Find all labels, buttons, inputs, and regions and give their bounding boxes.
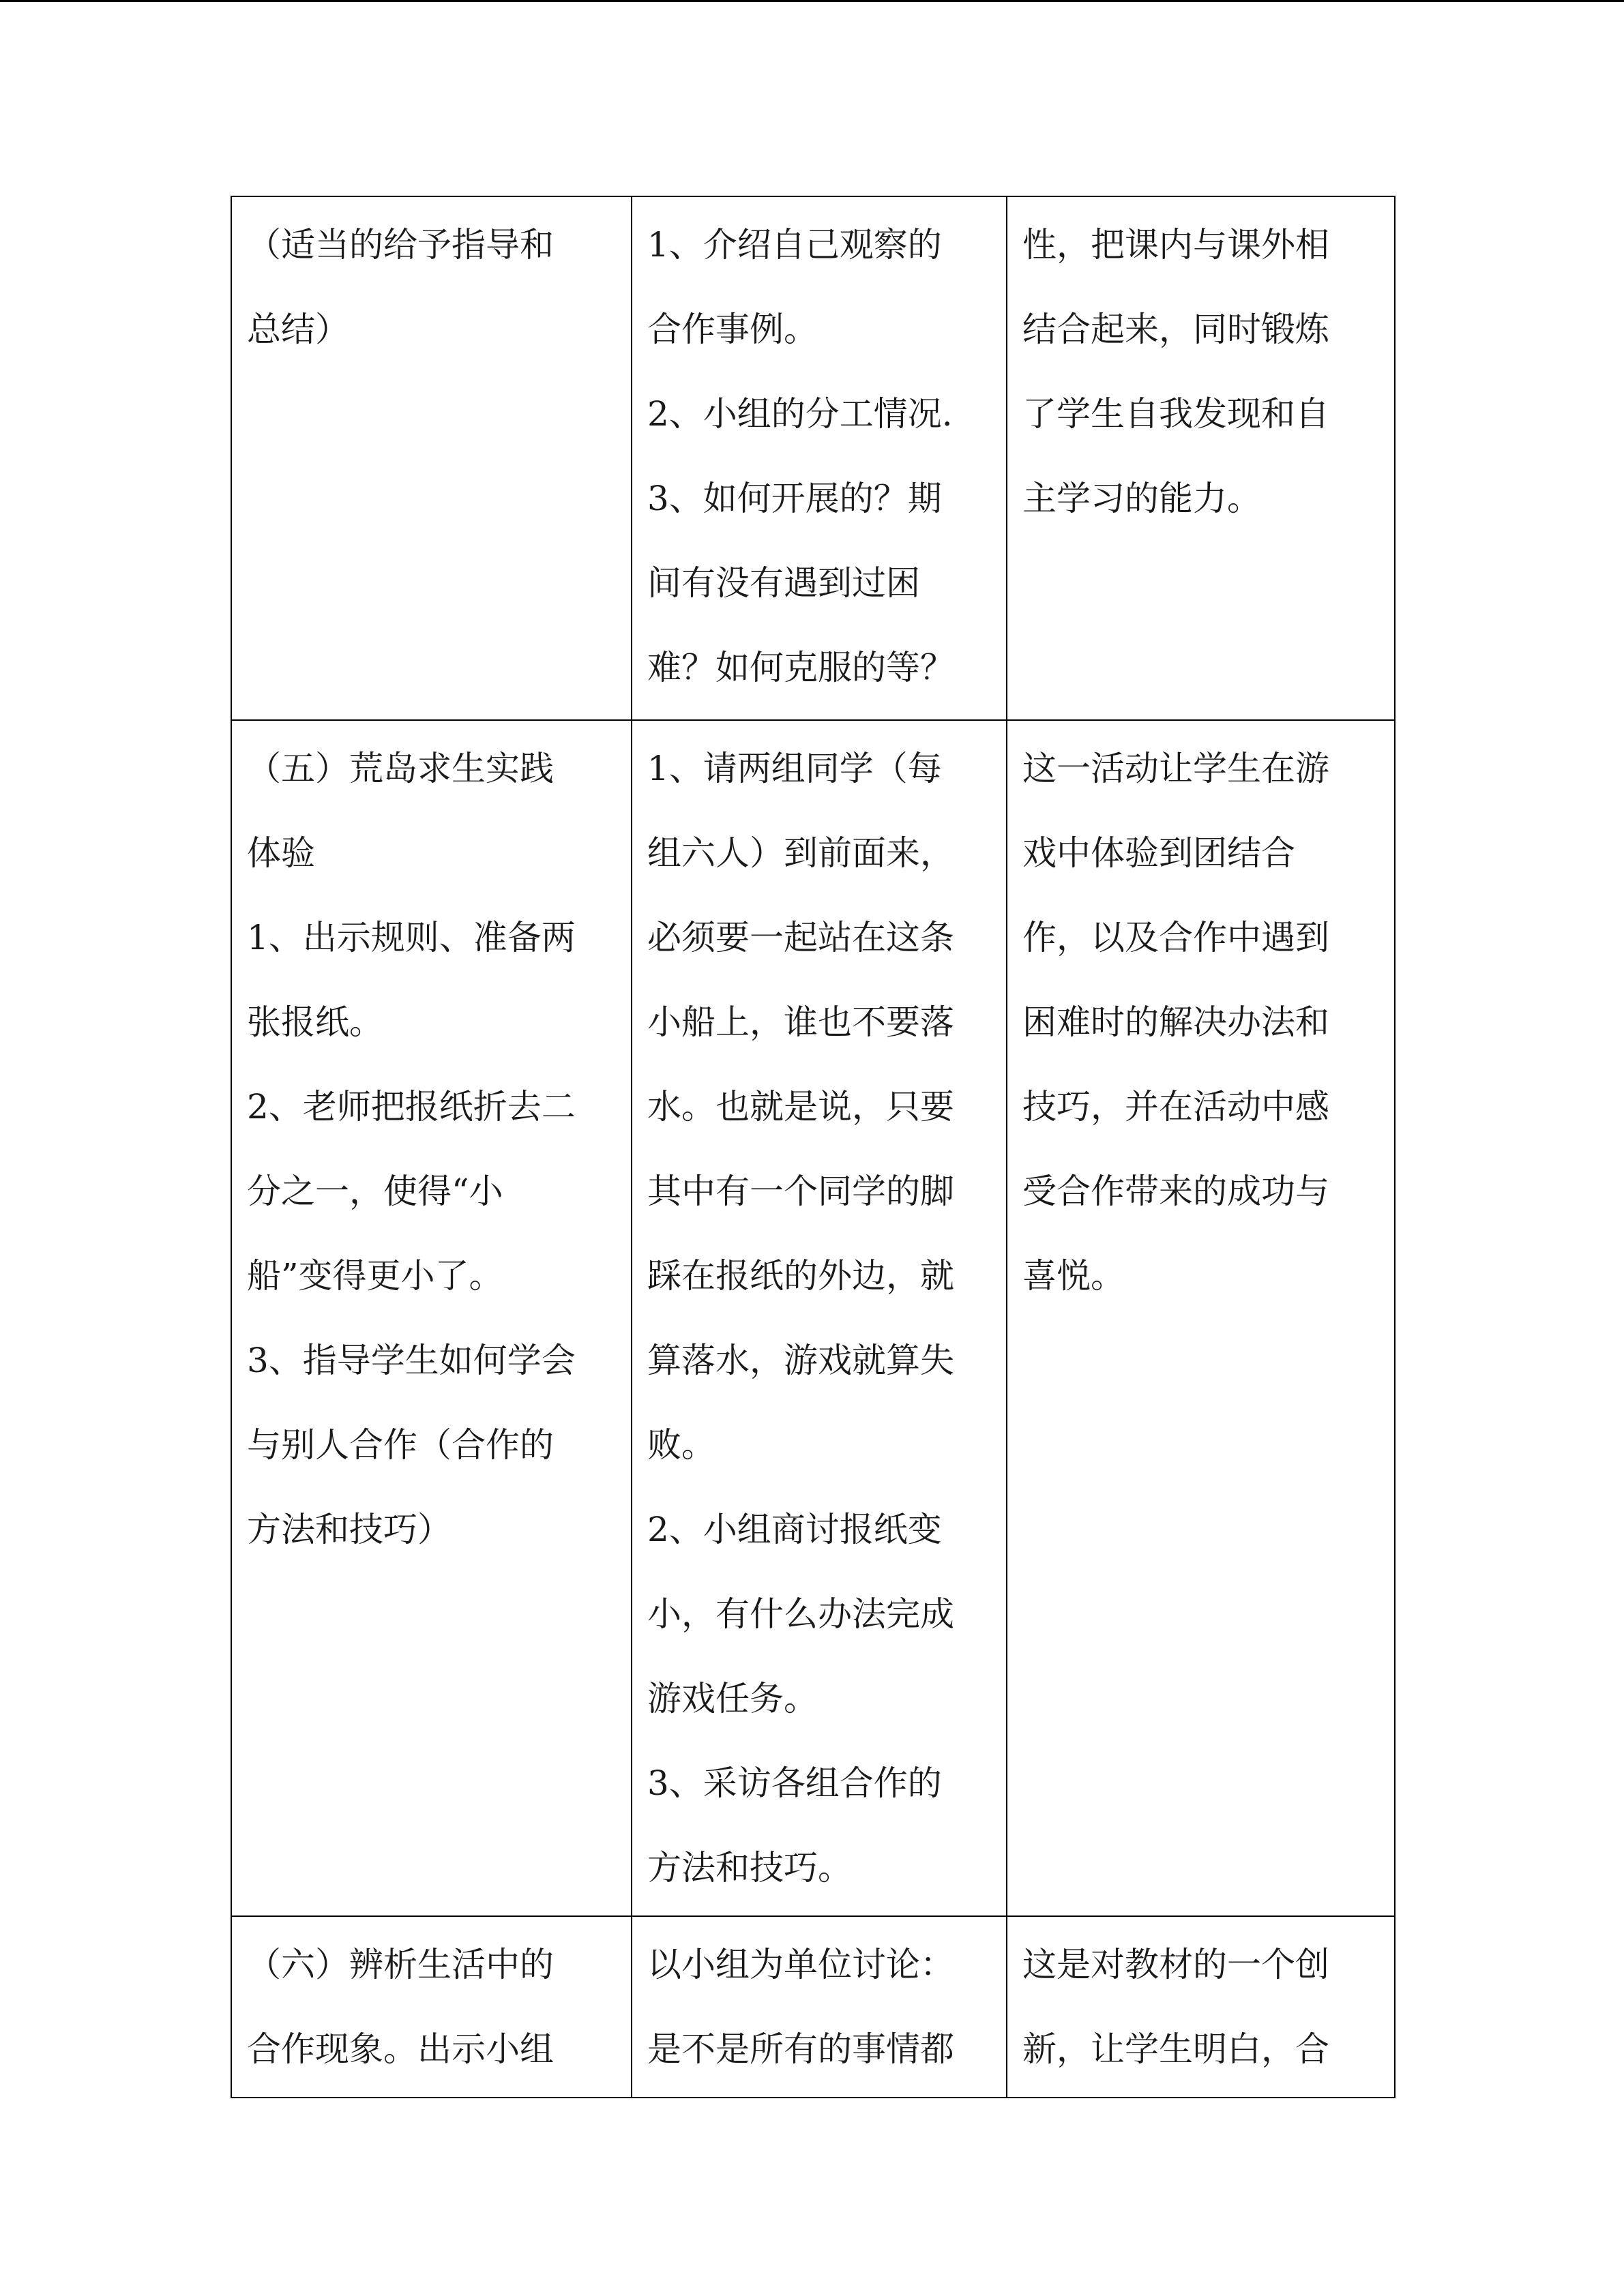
table-row	[231, 720, 1395, 1916]
cell-text-line: 间有没有遇到过困	[647, 563, 920, 603]
cell-text-line: 方法和技巧）	[247, 1510, 452, 1549]
cell-text-line: 3、采访各组合作的	[647, 1763, 942, 1803]
student-activity-cell	[632, 196, 1007, 720]
cell-text-line: 组六人）到前面来，	[647, 833, 954, 873]
cell-text-line: 分之一，使得“小	[247, 1172, 503, 1211]
cell-text-line: 方法和技巧。	[647, 1848, 852, 1888]
cell-text-line: 败。	[647, 1425, 715, 1465]
cell-text-line: 水。也就是说，只要	[647, 1087, 954, 1127]
cell-text-line: 游戏任务。	[647, 1679, 818, 1718]
cell-text-line: 总结）	[247, 310, 349, 349]
student-activity-cell	[632, 720, 1007, 1916]
table-row	[231, 196, 1395, 720]
cell-text-line: 戏中体验到团结合	[1022, 833, 1295, 873]
cell-text-line: 小，有什么办法完成	[647, 1594, 954, 1634]
cell-text-line: 船”变得更小了。	[247, 1256, 503, 1296]
cell-text-line: 难？如何克服的等？	[647, 648, 954, 687]
cell-text-line: 喜悦。	[1022, 1256, 1125, 1296]
cell-text-line: 算落水，游戏就算失	[647, 1341, 954, 1380]
design-intent-cell	[1007, 196, 1395, 720]
cell-text-line: 1、介绍自己观察的	[647, 225, 942, 265]
cell-text-line: 张报纸。	[247, 1002, 383, 1042]
teacher-activity-cell	[231, 720, 632, 1916]
cell-text-line: 性，把课内与课外相	[1022, 225, 1329, 265]
teacher-activity-cell	[231, 196, 632, 720]
cell-text-line: 3、如何开展的？期	[647, 479, 942, 518]
design-intent-cell	[1007, 720, 1395, 1916]
cell-text-line: （适当的给予指导和	[247, 225, 554, 265]
cell-text-line: 技巧，并在活动中感	[1022, 1087, 1329, 1127]
cell-text-line: 踩在报纸的外边，就	[647, 1256, 954, 1296]
cell-text-line: 以小组为单位讨论：	[647, 1945, 954, 1984]
cell-text-line: 1、请两组同学（每	[647, 749, 942, 788]
cell-text-line: （六）辨析生活中的	[247, 1945, 554, 1984]
cell-text-line: 这是对教材的一个创	[1022, 1945, 1329, 1984]
cell-text-line: 作，以及合作中遇到	[1022, 918, 1329, 957]
cell-text-line: 1、出示规则、准备两	[247, 918, 576, 957]
design-intent-cell	[1007, 1916, 1395, 2098]
cell-text-line: 主学习的能力。	[1022, 479, 1261, 518]
cell-text-line: 了学生自我发现和自	[1022, 394, 1329, 434]
cell-text-line: 必须要一起站在这条	[647, 918, 954, 957]
cell-text-line: 结合起来，同时锻炼	[1022, 310, 1329, 349]
student-activity-cell	[632, 1916, 1007, 2098]
teacher-activity-cell	[231, 1916, 632, 2098]
cell-text-line: 合作事例。	[647, 310, 818, 349]
cell-text-line: 受合作带来的成功与	[1022, 1172, 1329, 1211]
cell-text-line: 2、小组的分工情况.	[647, 394, 953, 434]
page-top-border	[0, 0, 1624, 2]
cell-text-line: 3、指导学生如何学会	[247, 1341, 576, 1380]
cell-text-line: 新，让学生明白，合	[1022, 2029, 1329, 2069]
cell-text-line: 体验	[247, 833, 315, 873]
cell-text-line: 是不是所有的事情都	[647, 2029, 954, 2069]
cell-text-line: 小船上，谁也不要落	[647, 1002, 954, 1042]
cell-text-line: 困难时的解决办法和	[1022, 1002, 1329, 1042]
lesson-plan-table	[231, 196, 1396, 2098]
cell-text-line: 合作现象。出示小组	[247, 2029, 554, 2069]
cell-text-line: 2、小组商讨报纸变	[647, 1510, 942, 1549]
cell-text-line: 其中有一个同学的脚	[647, 1172, 954, 1211]
cell-text-line: 与别人合作（合作的	[247, 1425, 554, 1465]
cell-text-line: 2、老师把报纸折去二	[247, 1087, 576, 1127]
table-row	[231, 1916, 1395, 2098]
cell-text-line: 这一活动让学生在游	[1022, 749, 1329, 788]
cell-text-line: （五）荒岛求生实践	[247, 749, 554, 788]
